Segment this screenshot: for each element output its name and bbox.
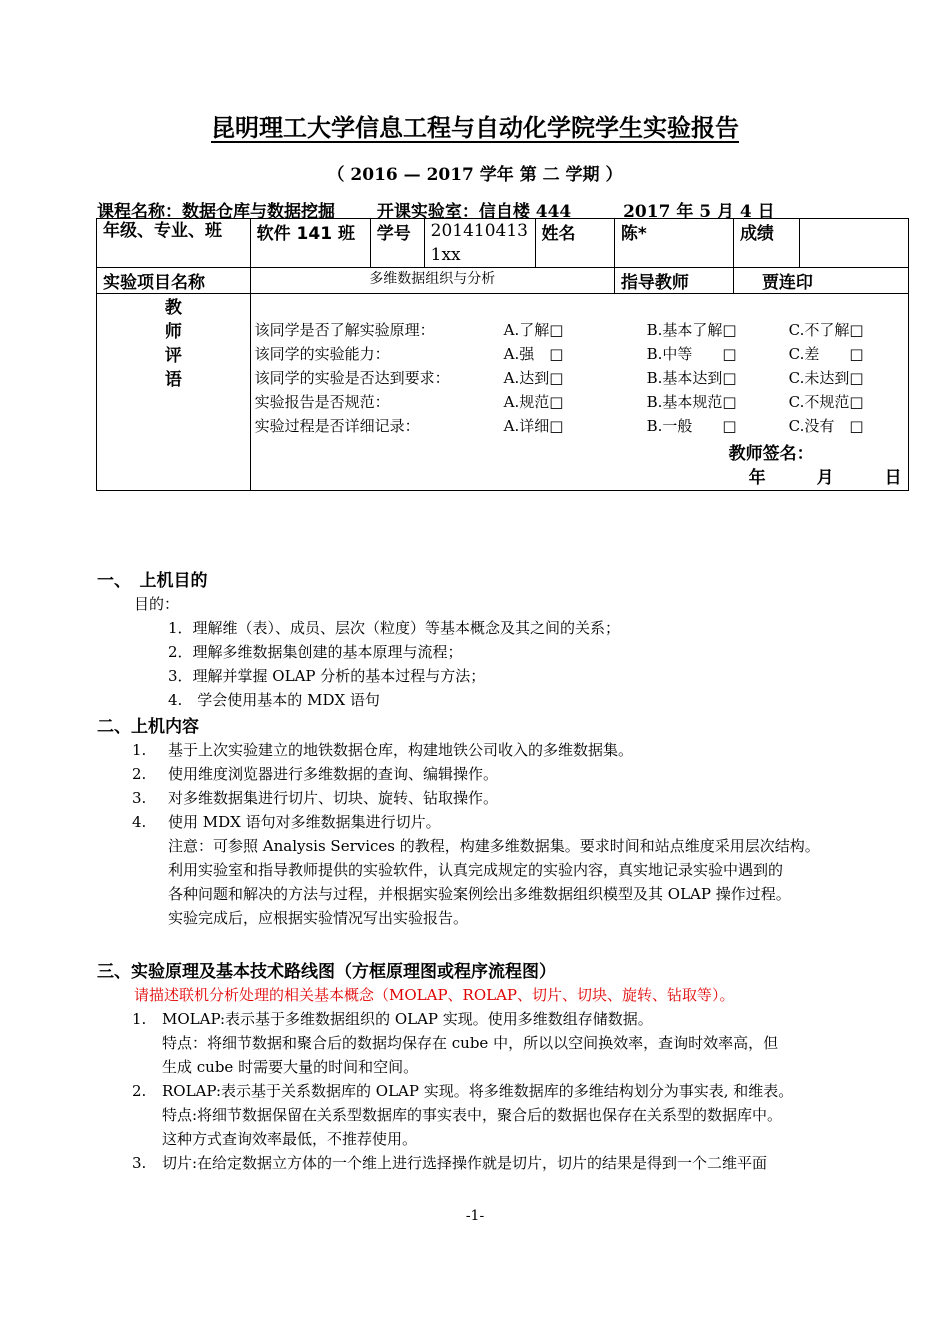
eval-option-c[interactable]: C.没有 □ [788, 417, 864, 435]
section2-item-number: 2. [132, 765, 147, 783]
section1-intro: 目的： [134, 595, 180, 613]
eval-option-b[interactable]: B.基本达到□ [646, 369, 737, 387]
section1-item: 2．理解多维数据集创建的基本原理与流程； [168, 643, 463, 661]
section2-item-number: 1. [132, 741, 147, 759]
name-value: 陈* [614, 219, 733, 268]
section1-item: 4. 学会使用基本的 MDX 语句 [168, 691, 380, 709]
eval-option-a[interactable]: A.达到□ [503, 369, 564, 387]
eval-option-c[interactable]: C.不了解□ [788, 321, 864, 339]
grade-value: 软件 141 班 [250, 219, 370, 268]
section3-item-line: MOLAP:表示基于多维数据组织的 OLAP 实现。使用多维数组存储数据。 [162, 1010, 653, 1028]
project-value: 多维数据组织与分析 [250, 268, 614, 294]
eval-option-c[interactable]: C.不规范□ [788, 393, 864, 411]
report-date: 2017 年 5 月 4 日 [623, 202, 775, 222]
name-label: 姓名 [535, 219, 614, 268]
section2-item-text: 对多维数据集进行切片、切块、旋转、钻取操作。 [168, 789, 499, 807]
section3-item-line: ROLAP:表示基于关系数据库的 OLAP 实现。将多维数据库的多维结构划分为事实表, 和维表。 [162, 1082, 794, 1100]
eval-option-b[interactable]: B.一般 □ [646, 417, 737, 435]
section2-note-line: 利用实验室和指导教师提供的实验软件，认真完成规定的实验内容，真实地记录实验中遇到的 [168, 861, 784, 879]
score-value [800, 219, 909, 268]
section2-item-text: 使用 MDX 语句对多维数据集进行切片。 [168, 813, 441, 831]
section2-note-line: 实验完成后，应根据实验情况写出实验报告。 [168, 909, 469, 927]
section2-item-number: 3. [132, 789, 147, 807]
eval-option-c[interactable]: C.差 □ [788, 345, 864, 363]
section1-heading: 一、 上机目的 [97, 571, 208, 591]
lab-room: 开课实验室：信自楼 444 [376, 202, 572, 222]
section2-item-number: 4. [132, 813, 147, 831]
eval-option-b[interactable]: B.基本了解□ [646, 321, 737, 339]
eval-question: 该同学是否了解实验原理： [254, 321, 435, 339]
section3-item-line: 切片:在给定数据立方体的一个维上进行选择操作就是切片，切片的结果是得到一个二维平面 [162, 1154, 768, 1172]
comment-label-char: 评 [164, 346, 182, 366]
grade-label: 年级、专业、班 [97, 219, 251, 268]
section2-item-text: 基于上次实验建立的地铁数据仓库，构建地铁公司收入的多维数据集。 [168, 741, 634, 759]
comment-label-char: 语 [164, 370, 182, 390]
comment-label-char: 教 [164, 298, 182, 318]
section1-item: 3．理解并掌握 OLAP 分析的基本过程与方法； [168, 667, 486, 685]
section3-item-line: 特点:将细节数据保留在关系型数据库的事实表中，聚合后的数据也保存在关系型的数据库中。 [162, 1106, 783, 1124]
student-id-value: 2014104131xx [424, 219, 535, 268]
section2-item-text: 使用维度浏览器进行多维数据的查询、编辑操作。 [168, 765, 499, 783]
section3-item-line: 生成 cube 时需要大量的时间和空间。 [162, 1058, 419, 1076]
semester-line: （ 2016 — 2017 学年 第 二 学期 ） [327, 165, 623, 185]
section3-heading: 三、实验原理及基本技术路线图（方框原理图或程序流程图） [97, 962, 556, 982]
eval-option-a[interactable]: A.规范□ [503, 393, 564, 411]
comment-label [97, 294, 251, 491]
eval-option-b[interactable]: B.基本规范□ [646, 393, 737, 411]
section3-item-number: 1. [132, 1010, 147, 1028]
section1-item: 1．理解维（表）、成员、层次（粒度）等基本概念及其之间的关系； [168, 619, 621, 637]
info-table [96, 218, 909, 491]
page-title: 昆明理工大学信息工程与自动化学院学生实验报告 [211, 114, 739, 142]
teacher-signature: 教师签名： [728, 444, 814, 464]
section2-heading: 二、上机内容 [97, 717, 199, 737]
page-number: -1- [465, 1208, 485, 1224]
project-label: 实验项目名称 [97, 268, 251, 294]
eval-question: 实验报告是否规范： [254, 393, 390, 411]
score-label: 成绩 [733, 219, 799, 268]
eval-question: 该同学的实验是否达到要求： [254, 369, 450, 387]
eval-option-c[interactable]: C.未达到□ [788, 369, 864, 387]
section3-item-number: 3. [132, 1154, 147, 1172]
eval-option-a[interactable]: A.详细□ [503, 417, 564, 435]
signature-date: 年 月 日 [748, 468, 902, 488]
eval-question: 该同学的实验能力： [254, 345, 390, 363]
eval-option-a[interactable]: A.强 □ [503, 345, 564, 363]
evaluation-area [250, 294, 908, 491]
comment-label-text [103, 296, 244, 392]
eval-option-a[interactable]: A.了解□ [503, 321, 564, 339]
section2-note-line: 各种问题和解决的方法与过程，并根据实验案例绘出多维数据组织模型及其 OLAP 操作过程。 [168, 885, 791, 903]
eval-question: 实验过程是否详细记录： [254, 417, 420, 435]
section3-item-line: 特点：将细节数据和聚合后的数据均保存在 cube 中，所以以空间换效率，查询时效率高，但 [162, 1034, 779, 1052]
section3-item-number: 2. [132, 1082, 147, 1100]
comment-label-char: 师 [164, 322, 182, 342]
student-id-label: 学号 [370, 219, 424, 268]
section3-item-line: 这种方式查询效率最低，不推荐使用。 [162, 1130, 418, 1148]
teacher-value: 贾连印 [733, 268, 908, 294]
course-name: 课程名称：数据仓库与数据挖掘 [97, 202, 335, 222]
teacher-label: 指导教师 [614, 268, 733, 294]
section2-note-line: 注意：可参照 Analysis Services 的教程，构建多维数据集。要求时间和站点维度采用层次结构。 [168, 837, 820, 855]
section3-prompt: 请描述联机分析处理的相关基本概念（MOLAP、ROLAP、切片、切块、旋转、钻取等）。 [134, 986, 735, 1004]
eval-option-b[interactable]: B.中等 □ [646, 345, 737, 363]
